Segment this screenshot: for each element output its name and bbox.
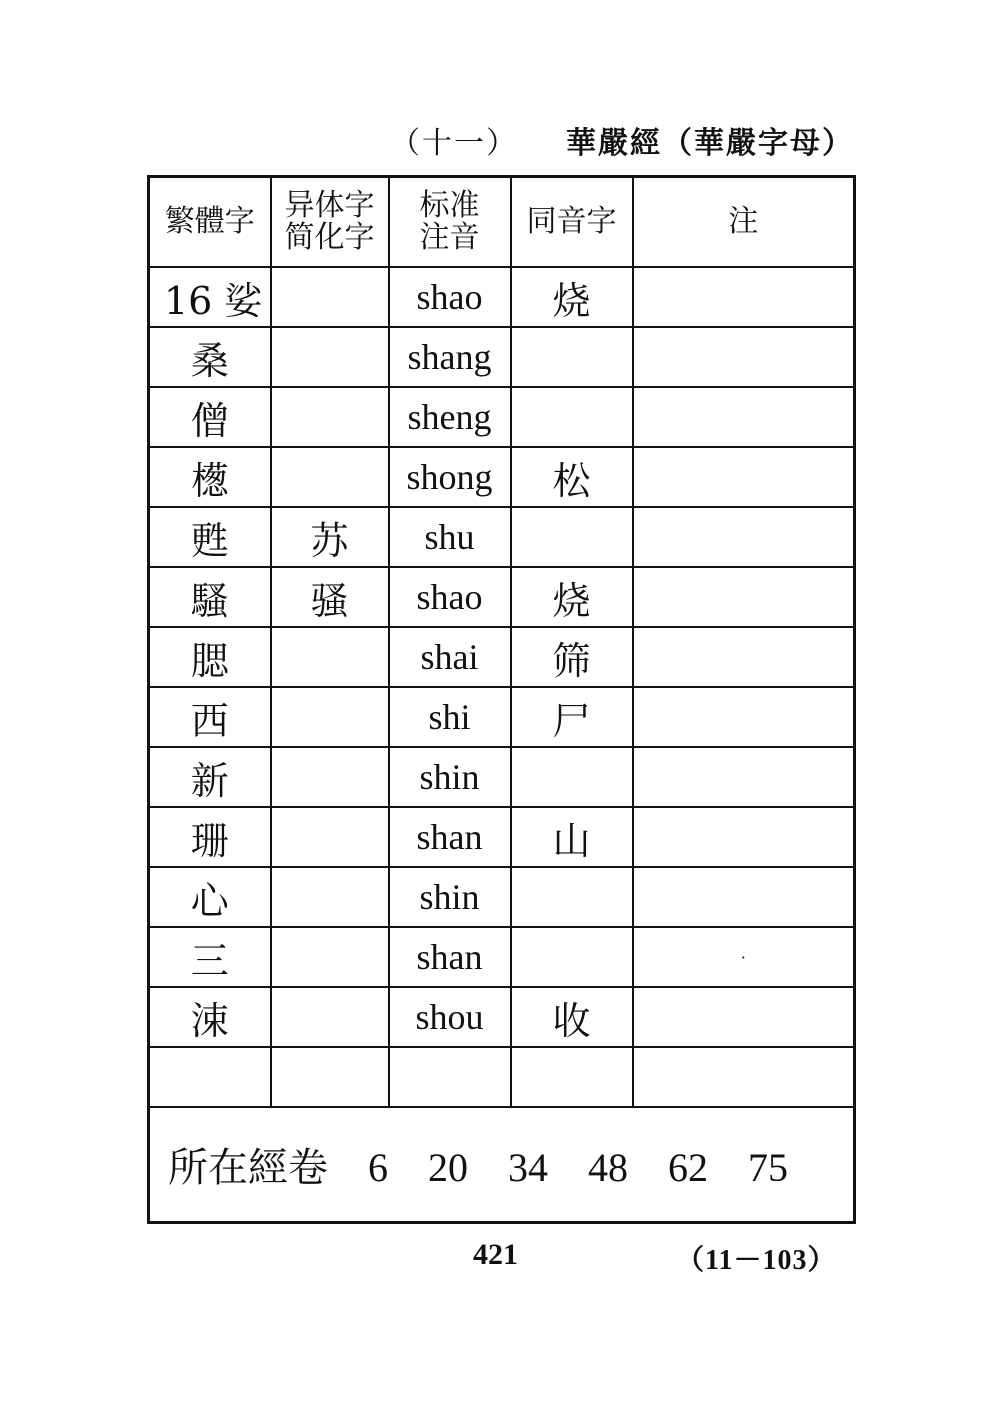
page-number: 421 [473,1238,518,1271]
note-cell [633,687,855,747]
traditional-char-cell [149,1047,271,1107]
homophone-cell [511,1047,633,1107]
variant-char-cell [271,387,389,447]
note-cell [633,387,855,447]
note-cell [633,1047,855,1107]
table-row [149,387,855,447]
variant-char-cell [271,687,389,747]
variant-char-cell [271,807,389,867]
note-cell [633,507,855,567]
table-header-row [149,177,855,268]
note-cell [633,987,855,1047]
note-cell [633,327,855,387]
character-table [147,175,856,1224]
column-header-pinyin-label: 标准注音 [419,188,480,255]
homophone-cell [511,927,633,987]
column-header-homophone: 同音字 [511,177,633,268]
pinyin-cell: shao [389,567,511,627]
table-row [149,1047,855,1107]
traditional-char-cell: 新 [149,747,271,807]
variant-char-cell: 苏 [271,507,389,567]
variant-char-cell [271,627,389,687]
pinyin-cell: shai [389,627,511,687]
table-row [149,987,855,1047]
traditional-char-cell: 僧 [149,387,271,447]
pinyin-cell: sheng [389,387,511,447]
variant-char-cell [271,327,389,387]
pinyin-cell: shan [389,807,511,867]
traditional-char-cell: 珊 [149,807,271,867]
column-header-variant [271,177,389,268]
homophone-cell: 山 [511,807,633,867]
volumes-label: 所在經卷 [168,1145,328,1191]
pinyin-cell: shin [389,867,511,927]
volumes-row [149,1107,855,1223]
note-cell [633,267,855,327]
note-cell [633,627,855,687]
homophone-cell [511,327,633,387]
homophone-cell: 收 [511,987,633,1047]
homophone-cell [511,867,633,927]
pinyin-cell: shao [389,267,511,327]
variant-char-cell [271,267,389,327]
traditional-char-cell: 腮 [149,627,271,687]
traditional-char-cell: 涑 [149,987,271,1047]
table-row [149,807,855,867]
traditional-char-cell: 甦 [149,507,271,567]
traditional-char-cell: 檧 [149,447,271,507]
homophone-cell: 烧 [511,567,633,627]
homophone-cell: 筛 [511,627,633,687]
pinyin-cell: shi [389,687,511,747]
note-cell [633,747,855,807]
variant-char-cell [271,987,389,1047]
section-title: 華嚴經（華嚴字母） [566,126,854,161]
volume-number: 75 [748,1145,788,1190]
variant-char-cell [271,1047,389,1107]
table-row [149,267,855,327]
traditional-char-cell: 三 [149,927,271,987]
volume-number: 34 [508,1145,548,1190]
volume-number: 6 [368,1145,388,1190]
homophone-cell [511,747,633,807]
volume-number: 48 [588,1145,628,1190]
pinyin-cell: shu [389,507,511,567]
table-row [149,627,855,687]
note-cell [633,807,855,867]
pinyin-cell [389,1047,511,1107]
homophone-cell [511,507,633,567]
pinyin-cell: shang [389,327,511,387]
traditional-char-cell: 心 [149,867,271,927]
volume-number: 20 [428,1145,468,1190]
traditional-char-cell: 桑 [149,327,271,387]
pinyin-cell: shong [389,447,511,507]
pinyin-cell: shin [389,747,511,807]
section-number: （十一） [390,126,518,161]
page-header [390,118,854,162]
variant-char-cell [271,867,389,927]
homophone-cell [511,387,633,447]
table-row [149,567,855,627]
table-row [149,327,855,387]
note-cell [633,567,855,627]
column-header-traditional: 繁體字 [149,177,271,268]
volume-number: 62 [668,1145,708,1190]
traditional-char-cell: 16 娑 [149,267,271,327]
traditional-char-cell: 西 [149,687,271,747]
homophone-cell: 烧 [511,267,633,327]
table-row [149,927,855,987]
pinyin-cell: shou [389,987,511,1047]
variant-char-cell [271,927,389,987]
pinyin-cell: shan [389,927,511,987]
note-cell [633,867,855,927]
column-header-variant-label: 异体字简化字 [284,188,375,255]
note-cell [633,447,855,507]
reference-code: （11－103） [676,1245,837,1276]
column-header-note: 注 [633,177,855,268]
traditional-char-cell: 騷 [149,567,271,627]
homophone-cell: 尸 [511,687,633,747]
table-row [149,447,855,507]
volumes-cell [149,1107,855,1223]
note-cell: · [633,927,855,987]
column-header-pinyin [389,177,511,268]
table-row [149,507,855,567]
table-row [149,687,855,747]
homophone-cell: 松 [511,447,633,507]
variant-char-cell [271,747,389,807]
variant-char-cell [271,447,389,507]
variant-char-cell: 骚 [271,567,389,627]
table-row [149,867,855,927]
table-row [149,747,855,807]
